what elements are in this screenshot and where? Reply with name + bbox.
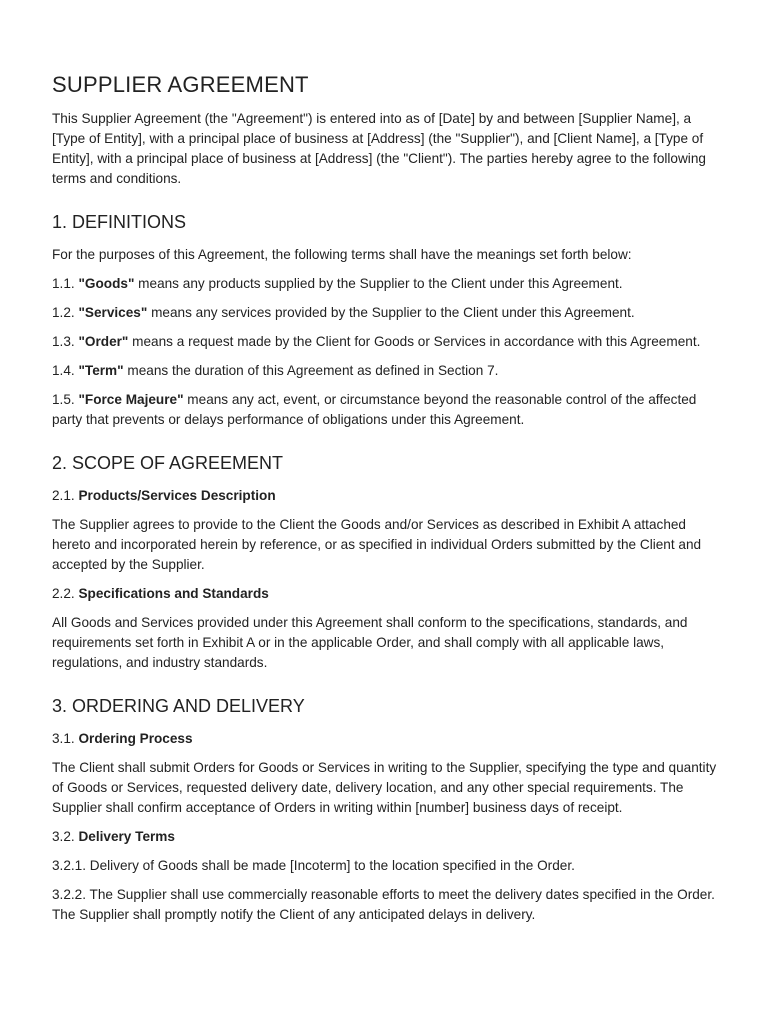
subsection-label: Ordering Process: [78, 731, 193, 746]
definition-item: [52, 361, 720, 381]
definition-term: "Goods": [78, 276, 135, 291]
definition-number: 1.2.: [52, 305, 75, 320]
subsection-number: 3.1.: [52, 731, 75, 746]
definition-number: 1.4.: [52, 363, 75, 378]
definition-item: [52, 274, 720, 294]
definition-item: [52, 332, 720, 352]
definition-number: 1.1.: [52, 276, 75, 291]
definition-text: means any services provided by the Supplier to the Client under this Agreement.: [147, 305, 635, 320]
subsection-title: [52, 584, 720, 604]
definition-text: means the duration of this Agreement as defined in Section 7.: [123, 363, 499, 378]
definition-number: 1.3.: [52, 334, 75, 349]
subsection-number: 2.2.: [52, 586, 75, 601]
subsection-paragraph: The Supplier agrees to provide to the Client the Goods and/or Services as described in Exhibit A attached hereto and incorporated herein by reference, or as specified in individual Orders submitted by the Client and accepted by the Supplier.: [52, 517, 702, 572]
subsection-paragraph: The Client shall submit Orders for Goods or Services in writing to the Supplier, specifying the type and quantity of Goods or Services, requested delivery date, delivery location, and any other special requirements. The Supplier shall confirm acceptance of Orders in writing within [number] business days of receipt.: [52, 760, 717, 815]
definitions-lead: For the purposes of this Agreement, the following terms shall have the meanings set forth below:: [52, 247, 632, 262]
document-title: SUPPLIER AGREEMENT: [52, 72, 309, 97]
intro-paragraph: This Supplier Agreement (the "Agreement") is entered into as of [Date] by and between [Supplier Name], a [Type of Entity], with a principal place of business at [Address] (the "Supplier"), and [Client Name], a [Type of Entity], with a principal place of business at [Address] (the "Client"). The parties hereby agree to the following terms and conditions.: [52, 111, 706, 186]
subsection-title: [52, 729, 720, 749]
subsection-title: [52, 827, 720, 847]
definition-term: "Term": [78, 363, 124, 378]
delivery-term-item: 3.2.1. Delivery of Goods shall be made [Incoterm] to the location specified in the Order.: [52, 858, 575, 873]
definition-text: means any act, event, or circumstance beyond the reasonable control of the affected party that prevents or delays performance of obligations under this Agreement.: [52, 392, 697, 427]
definition-text: means a request made by the Client for Goods or Services in accordance with this Agreement.: [128, 334, 701, 349]
subsection-label: Products/Services Description: [78, 488, 276, 503]
subsection-title: [52, 486, 720, 506]
definition-item: [52, 303, 720, 323]
definition-number: 1.5.: [52, 392, 75, 407]
section-heading-ordering: 3. ORDERING AND DELIVERY: [52, 696, 305, 716]
section-heading-scope: 2. SCOPE OF AGREEMENT: [52, 453, 284, 473]
subsection-number: 3.2.: [52, 829, 75, 844]
subsection-label: Specifications and Standards: [78, 586, 269, 601]
definition-term: "Force Majeure": [78, 392, 184, 407]
definition-term: "Order": [78, 334, 129, 349]
definition-term: "Services": [78, 305, 148, 320]
subsection-number: 2.1.: [52, 488, 75, 503]
subsection-label: Delivery Terms: [78, 829, 175, 844]
section-heading-definitions: 1. DEFINITIONS: [52, 212, 187, 232]
definition-item: [52, 390, 720, 430]
subsection-paragraph: All Goods and Services provided under this Agreement shall conform to the specifications, standards, and requirements set forth in Exhibit A or in the applicable Order, and shall comply with all applicable laws, regulations, and industry standards.: [52, 615, 688, 670]
delivery-term-item: 3.2.2. The Supplier shall use commercially reasonable efforts to meet the delivery dates specified in the Order. The Supplier shall promptly notify the Client of any anticipated delays in delivery.: [52, 887, 715, 922]
definition-text: means any products supplied by the Supplier to the Client under this Agreement.: [134, 276, 623, 291]
